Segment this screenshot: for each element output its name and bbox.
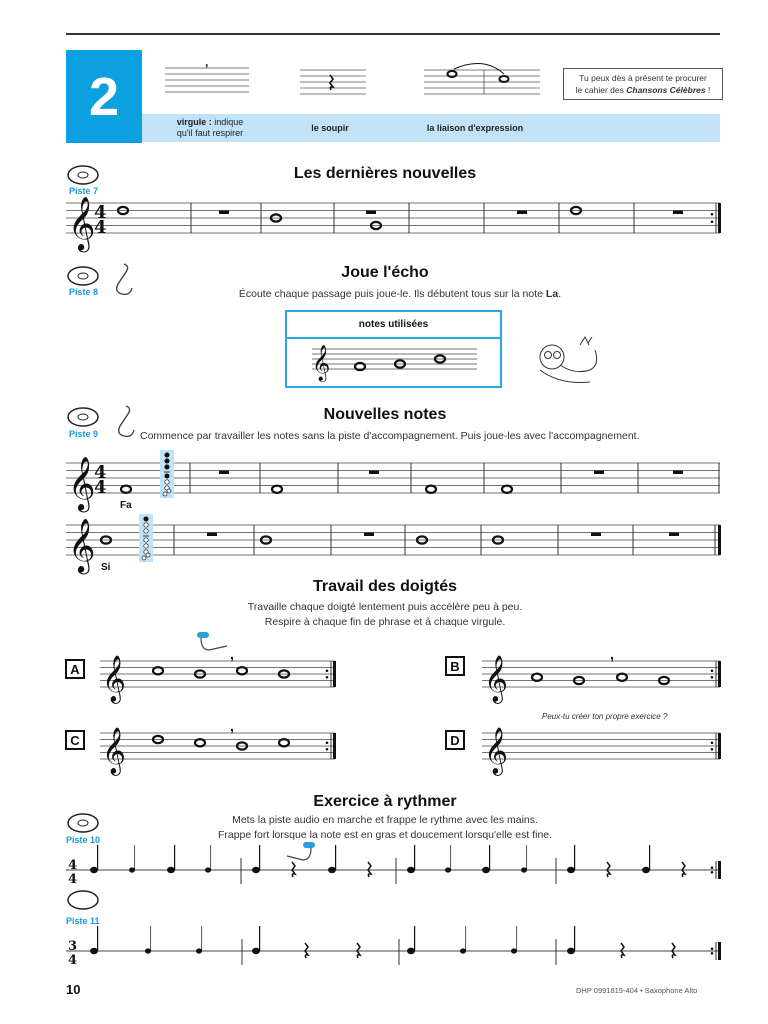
legend-rest: le soupir [311, 123, 349, 133]
treble-clef: 𝄞 [312, 345, 331, 381]
whole-note [617, 674, 627, 681]
whole-rest [669, 533, 679, 537]
whole-note [426, 486, 436, 493]
quarter-note-soft [445, 867, 451, 872]
note-name-fa: Fa [120, 500, 132, 511]
quarter-note-strong [407, 948, 415, 954]
piste-10-label[interactable]: Piste 10 [66, 835, 101, 845]
cd-icon [66, 265, 100, 287]
repeat-dot [326, 669, 329, 672]
repeat-dot [326, 741, 329, 744]
staff-dernieres-nouvelles [66, 195, 720, 250]
quarter-note-soft [196, 948, 202, 953]
repeat-dot [711, 871, 714, 874]
exercise-d-prompt: Peux-tu créer ton propre exercice ? [542, 712, 668, 721]
repeat-dot [711, 213, 714, 216]
chapter-number: 2 [66, 50, 142, 143]
repeat-dot [711, 741, 714, 744]
treble-clef: 𝄞 [68, 196, 96, 250]
treble-clef: 𝄞 [484, 727, 508, 775]
staff-exercise-c [100, 718, 335, 775]
rhythm-line-4-4 [66, 845, 720, 895]
exercise-label-a: A [65, 659, 85, 679]
tie-staff-icon [424, 66, 540, 94]
final-bar [718, 733, 721, 759]
final-bar [718, 203, 721, 233]
top-rule [66, 33, 720, 35]
whole-note [195, 739, 205, 746]
pointing-hand-icon [285, 840, 319, 866]
whole-rest [219, 211, 229, 215]
time-signature: 4 [94, 462, 107, 483]
breath-mark: , [230, 718, 234, 734]
quarter-note-strong [252, 948, 260, 954]
whole-rest [673, 211, 683, 215]
quarter-note-strong [642, 867, 650, 873]
quarter-note-soft [205, 867, 211, 872]
whole-rest [673, 471, 683, 475]
repeat-dot [711, 952, 714, 955]
rythmer-instruction: Mets la piste audio en marche et frappe le rythme avec les mains. Frappe fort lorsque la note est en gras et doucement lorsqu'elle est fine. [217, 814, 553, 841]
fingering-hole [144, 538, 148, 542]
fingering-hole [165, 453, 169, 457]
whole-rest [364, 533, 374, 537]
quarter-note-strong [567, 948, 575, 954]
quarter-note-soft [511, 948, 517, 953]
repeat-dot [711, 676, 714, 679]
repeat-dot [326, 748, 329, 751]
time-signature: 4 [68, 872, 78, 887]
echo-instruction: Écoute chaque passage puis joue-le. Ils débutent tous sur la note La. [238, 288, 562, 300]
legend-tie: la liaison d'expression [426, 123, 524, 133]
repeat-dot [326, 676, 329, 679]
quarter-note-strong [482, 867, 490, 873]
section-title-dernieres: Les dernières nouvelles [293, 165, 477, 182]
svg-text:,: , [205, 55, 209, 69]
quarter-note-strong [407, 867, 415, 873]
whole-note [121, 486, 131, 493]
exercise-label-d: D [445, 730, 465, 750]
breath-mark: , [230, 646, 234, 662]
section-title-echo: Joue l'écho [341, 264, 429, 281]
treble-clef: 𝄞 [102, 655, 126, 703]
section-title-rythmer: Exercice à rythmer [313, 793, 457, 810]
fingering-key [167, 489, 171, 493]
quarter-note-soft [521, 867, 527, 872]
repeat-dot [711, 866, 714, 869]
treble-clef: 𝄞 [484, 655, 508, 703]
whole-note [355, 363, 365, 370]
fingering-key [163, 492, 167, 496]
repeat-dot [711, 669, 714, 672]
pointing-hand-icon [195, 630, 229, 656]
fingering-hole [144, 544, 148, 548]
section-title-nouvelles-notes: Nouvelles notes [323, 406, 447, 423]
note-name-si: Si [101, 562, 111, 573]
whole-rest [369, 471, 379, 475]
whole-note [272, 486, 282, 493]
whole-rest [207, 533, 217, 537]
quarter-note-soft [145, 948, 151, 953]
quarter-note-soft [460, 948, 466, 953]
quarter-note-strong [567, 867, 575, 873]
promo-box: Tu peux dès à présent te procurer le cahier des Chansons Célèbres ! [563, 68, 723, 100]
whole-rest [517, 211, 527, 215]
quarter-note-strong [90, 948, 98, 954]
piste-7-label[interactable]: Piste 7 [69, 186, 99, 196]
final-bar [333, 661, 336, 687]
fingering-key [142, 556, 146, 560]
piste-8-label[interactable]: Piste 8 [69, 287, 99, 297]
whole-note [279, 739, 289, 746]
musician-illustration [530, 335, 605, 390]
fingering-hole [165, 480, 169, 484]
staff-exercise-d [482, 727, 720, 775]
fingering-key [146, 553, 150, 557]
staff-notes-utilisees [312, 345, 477, 381]
repeat-dot [711, 947, 714, 950]
time-signature: 4 [68, 858, 78, 873]
exercise-label-b: B [445, 656, 465, 676]
section-title-doigtes: Travail des doigtés [312, 578, 458, 595]
cd-icon [66, 406, 100, 428]
whole-rest [219, 471, 229, 475]
time-signature: 4 [94, 217, 107, 238]
final-bar [333, 733, 336, 759]
cd-icon [66, 812, 100, 834]
treble-clef: 𝄞 [102, 727, 126, 775]
rhythm-line-3-4 [66, 926, 720, 976]
fingering-hole [165, 459, 169, 463]
staff-exercise-b [482, 646, 720, 703]
page-number: 10 [66, 982, 81, 997]
treble-clef: 𝄞 [68, 518, 96, 572]
whole-note [502, 486, 512, 493]
nouvelles-notes-instruction: Commence par travailler les notes sans la piste d'accompagnement. Puis joue-les avec l'accompagnement. [140, 430, 640, 442]
repeat-dot [711, 220, 714, 223]
whole-rest [594, 471, 604, 475]
fingering-hole [165, 465, 169, 469]
legend-comma: virgule : indique qu'il faut respirer [176, 117, 244, 138]
piste-11-label[interactable]: Piste 11 [66, 916, 100, 926]
final-bar [718, 661, 721, 687]
quarter-note-strong [328, 867, 336, 873]
rest-staff-icon [300, 68, 366, 94]
doigtes-instruction: Travaille chaque doigté lentement puis accélère peu à peu. Respire à chaque fin de phrase et à chaque virgule. [247, 601, 523, 628]
final-bar [718, 861, 721, 879]
saxophone-icon [112, 404, 136, 438]
whole-note [237, 667, 247, 674]
time-signature: 4 [68, 953, 78, 968]
repeat-dot [711, 748, 714, 751]
final-bar [718, 942, 721, 960]
quarter-note-strong [167, 867, 175, 873]
whole-rest [366, 211, 376, 215]
piste-9-label[interactable]: Piste 9 [69, 429, 99, 439]
quarter-note-strong [252, 867, 260, 873]
saxophone-icon [110, 262, 134, 296]
footer-reference: DHP 0991819-404 • Saxophone Alto [576, 986, 698, 995]
whole-note [153, 667, 163, 674]
time-signature: 4 [94, 477, 107, 498]
treble-clef: 𝄞 [68, 456, 96, 510]
fingering-hole [144, 517, 148, 521]
fingering-hole [165, 474, 169, 478]
time-signature: 3 [68, 939, 78, 954]
notes-utilisees-title: notes utilisées [287, 312, 500, 339]
cd-icon [66, 164, 100, 186]
exercise-label-c: C [65, 730, 85, 750]
whole-note [532, 674, 542, 681]
fingering-hole [144, 523, 148, 527]
staff-exercise-a [100, 646, 335, 703]
whole-rest [591, 533, 601, 537]
time-signature: 4 [94, 202, 107, 223]
breath-mark: , [610, 646, 614, 662]
quarter-note-soft [129, 867, 135, 872]
comma-staff-icon [165, 55, 249, 92]
cd-icon [66, 894, 100, 914]
fingering-hole [144, 529, 148, 533]
final-bar [718, 525, 721, 555]
quarter-note-strong [90, 867, 98, 873]
